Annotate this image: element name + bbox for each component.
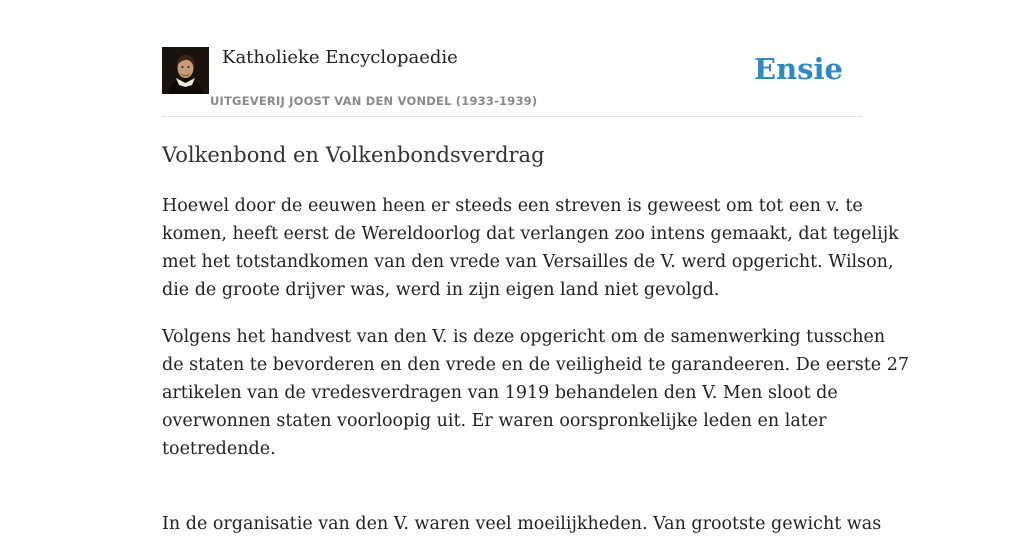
- paragraph-line: die de groote drijver was, werd in zijn eigen land niet gevolgd.: [162, 280, 720, 300]
- paragraph-line: Hoewel door de eeuwen heen er steeds een streven is geweest om tot een v. te: [162, 196, 863, 216]
- publisher-label: UITGEVERIJ JOOST VAN DEN VONDEL (1933-1939): [210, 94, 538, 108]
- paragraph: [162, 510, 882, 538]
- paragraph-line: komen, heeft eerst de Wereldoorlog dat verlangen zoo intens gemaakt, dat tegelijk: [162, 224, 899, 244]
- paragraph-line: In de organisatie van den V. waren veel moeilijkheden. Van grootste gewicht was: [162, 514, 882, 534]
- ensie-logo-link[interactable]: Ensie: [754, 52, 843, 86]
- paragraph-line: met het totstandkomen van den vrede van Versailles de V. werd opgericht. Wilson,: [162, 252, 894, 272]
- paragraph-line: de staten te bevorderen en den vrede en de veiligheid te garandeeren. De eerste 27: [162, 355, 909, 375]
- paragraph-line: Volgens het handvest van den V. is deze opgericht om de samenwerking tusschen: [162, 327, 886, 347]
- paragraph-line: toetredende.: [162, 439, 276, 459]
- portrait-avatar-icon[interactable]: [162, 47, 209, 94]
- source-name-link[interactable]: Katholieke Encyclopaedie: [222, 47, 458, 68]
- article-body: [162, 192, 909, 557]
- paragraph-line: artikelen van de vredesverdragen van 1919 behandelen den V. Men sloot de: [162, 383, 838, 403]
- paragraph: [162, 323, 909, 463]
- article-title: Volkenbond en Volkenbondsverdrag: [162, 143, 545, 167]
- paragraph: [162, 192, 899, 304]
- header: [162, 44, 862, 117]
- paragraph-line: overwonnen staten voorloopig uit. Er waren oorspronkelijke leden en later: [162, 411, 827, 431]
